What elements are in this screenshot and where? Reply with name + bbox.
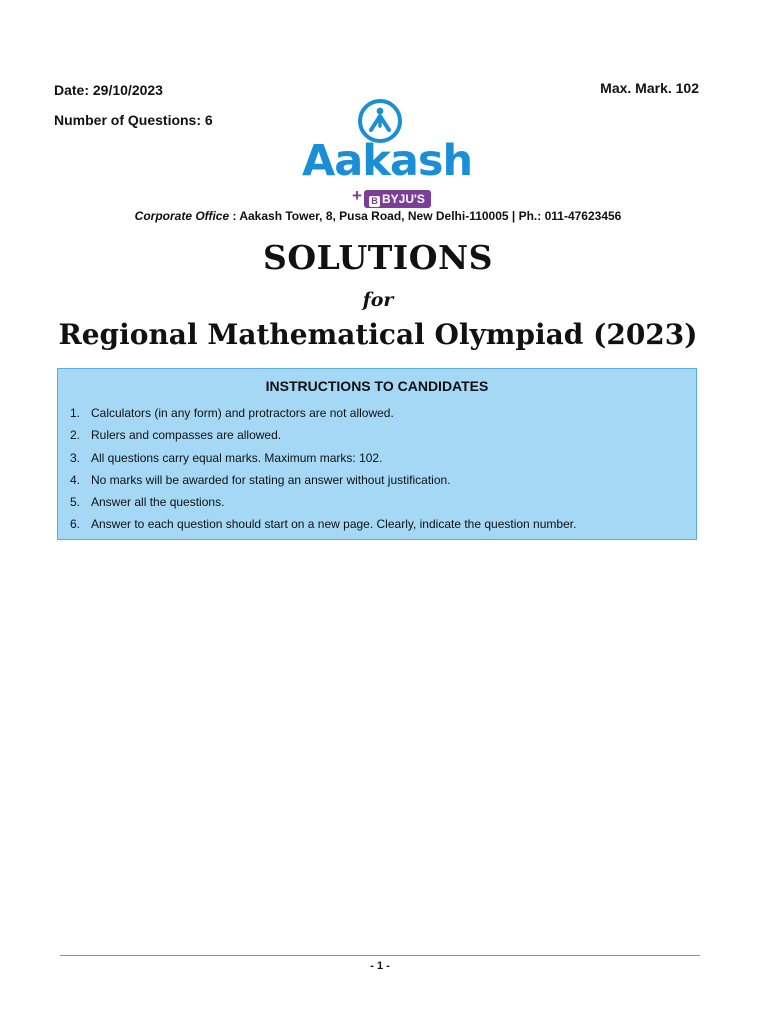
- instruction-item: [70, 447, 696, 469]
- instruction-item: [70, 513, 696, 535]
- exam-date: Date: 29/10/2023: [54, 82, 163, 98]
- instructions-heading: INSTRUCTIONS TO CANDIDATES: [265, 378, 489, 394]
- instruction-number: 3.: [70, 450, 81, 465]
- corporate-office: [0, 209, 756, 223]
- instructions-list: [58, 402, 696, 536]
- aakash-byjus-logo: [300, 98, 473, 210]
- instruction-text: Answer to each question should start on a new page. Clearly, indicate the question number.: [91, 517, 577, 532]
- instruction-item: [70, 424, 696, 446]
- instruction-item: [70, 402, 696, 424]
- instruction-item: [70, 491, 696, 513]
- corporate-office-details: : Aakash Tower, 8, Pusa Road, New Delhi-110005 | Ph.: 011-47623456: [229, 209, 622, 223]
- for-word: for: [362, 289, 394, 311]
- logo-sub-brand-text: BYJU'S: [382, 192, 425, 206]
- logo-sub-brand: [364, 190, 431, 208]
- question-count: Number of Questions: 6: [54, 112, 213, 128]
- instruction-text: All questions carry equal marks. Maximum marks: 102.: [91, 450, 383, 465]
- instructions-box: [57, 368, 697, 540]
- instruction-text: Answer all the questions.: [91, 495, 225, 510]
- instruction-text: Calculators (in any form) and protractors are not allowed.: [91, 406, 394, 420]
- instruction-item: [70, 469, 696, 491]
- corporate-office-label: Corporate Office: [134, 209, 230, 223]
- byjus-b-icon: B: [369, 196, 380, 207]
- page-number: - 1 -: [370, 960, 390, 972]
- instruction-text: No marks will be awarded for stating an answer without justification.: [91, 472, 451, 487]
- instruction-text: Rulers and compasses are allowed.: [91, 428, 282, 443]
- instruction-number: 5.: [70, 495, 81, 510]
- instruction-number: 4.: [70, 472, 81, 487]
- footer-divider: [60, 955, 700, 956]
- instruction-number: 1.: [70, 406, 81, 420]
- logo-wordmark: Aakash: [302, 136, 473, 186]
- instruction-number: 2.: [70, 428, 81, 443]
- page-subtitle: Regional Mathematical Olympiad (2023): [58, 318, 698, 351]
- instruction-number: 6.: [70, 517, 81, 532]
- logo-plus-icon: +: [352, 186, 362, 205]
- exam-meta: [54, 82, 213, 142]
- max-mark: Max. Mark. 102: [600, 80, 699, 96]
- page-title: SOLUTIONS: [263, 238, 493, 277]
